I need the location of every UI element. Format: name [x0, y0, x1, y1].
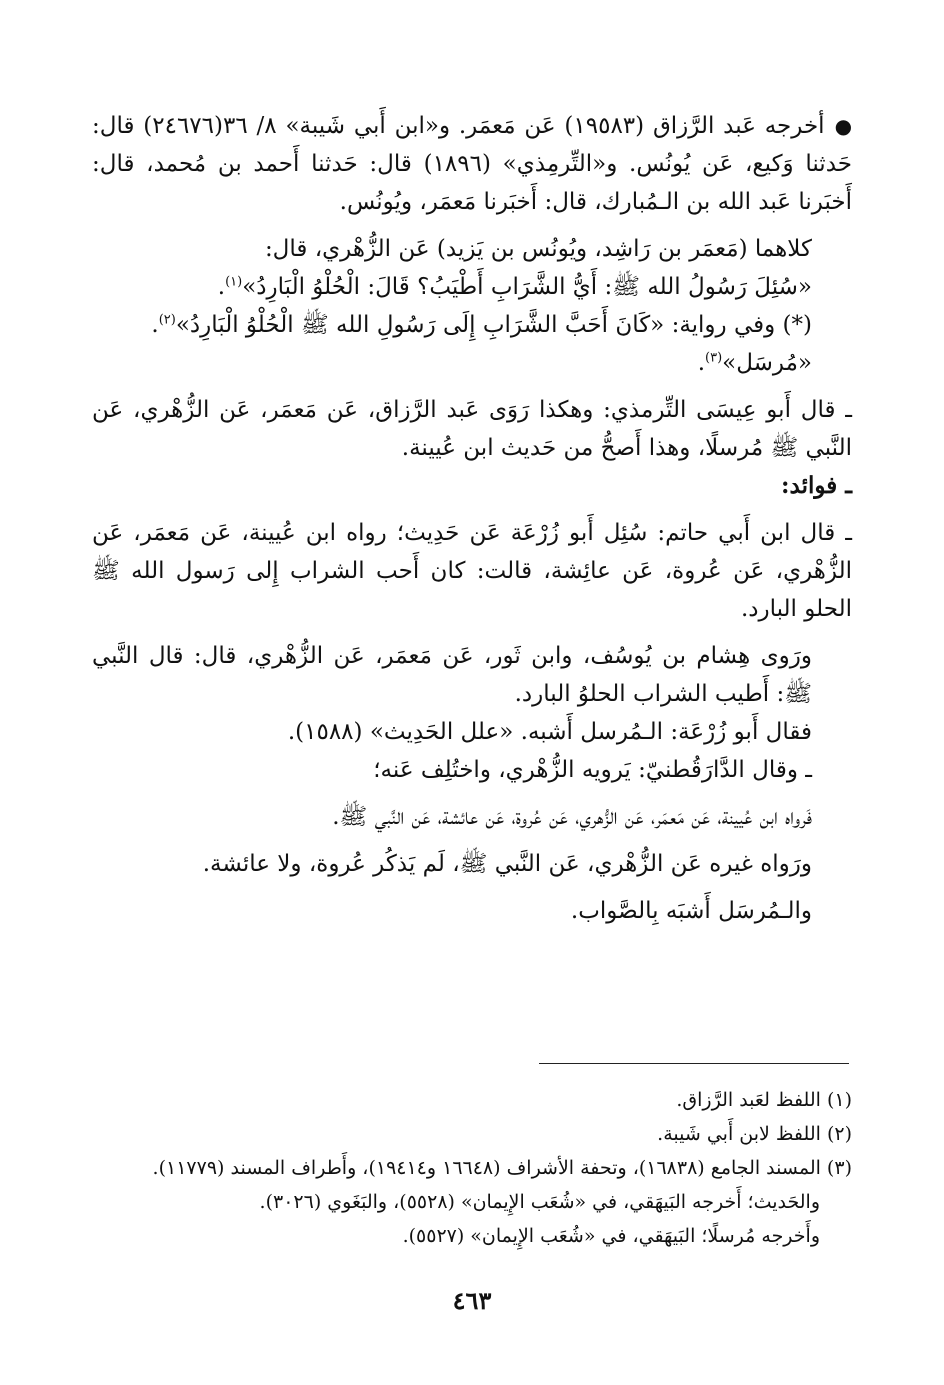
mursal-text: «مُرسَل» [722, 350, 812, 376]
paragraph-hisham: ورَوى هِشام بن يُوسُف، وابن ثَور، عَن مَعمَر، عَن الزُّهْري، قال: قال النَّبي ﷺ: أَطيب الشراب الحلوُ البارد. [92, 643, 812, 707]
footnote-1: (١) اللفظ لعَبد الرَّزاق. [676, 1089, 852, 1111]
footnote-ref: (٢) [158, 312, 176, 328]
paragraph-ibn-abi-hatim: ـ قال ابن أَبي حاتم: سُئِل أَبو زُرْعَة عَن حَدِيث؛ رواه ابن عُيينة، عَن مَعمَر، عَن الزُّهْري، عَن عُروة، عَن عائِشة، قالت: كان أَحب الشراب إِلى رَسول الله ﷺ الحلو البارد. [92, 520, 852, 622]
footnote-3: (٣) المسند الجامع (١٦٨٣٨)، وتحفة الأشراف (١٦٦٤٨ و١٩٤١٤)، وأَطراف المسند (١١٧٧٩). [152, 1157, 852, 1179]
punctuation: . [217, 274, 226, 300]
footnote-ref: (١) [225, 274, 243, 290]
section-heading-fawaid: ـ فوائد: [781, 472, 852, 499]
paragraph-ibn-uyayna: فَرواه ابن عُيينة، عَن مَعمَر، عَن الزُّهري، عَن عُروة، عَن عائشة، عَن النَّبي ﷺ. [332, 804, 812, 830]
paragraph-takhrij [92, 107, 852, 221]
footnote-divider [539, 1063, 849, 1064]
paragraph-text: أخرجه عَبد الرَّزاق (١٩٥٨٣) عَن مَعمَر. و«ابن أَبي شَيبة» ٨/ ٣٦(٢٤٦٧٦) قال: حَدثنا وَكيع، عَن يُونُس. و«التِّرمِذي» (١٨٩٦) قال: حَدثنا أَحمد بن مُحمد، قال: أَخبَرنا عَبد الله بن الـمُبارك، قال: أَخبَرنا مَعمَر، ويُونُس. [92, 113, 852, 215]
paragraph-hadith [92, 268, 852, 306]
footnote-3-continued: والحَديث؛ أَخرجه البَيهَقي، في «شُعَب الإِيمان» (٥٥٢٨)، والبَغَوي (٣٠٢٦). [259, 1191, 820, 1213]
page-number: ٤٦٣ [452, 1286, 492, 1315]
footnote-ref: (٣) [705, 350, 723, 366]
paragraph-others: ورَواه غيره عَن الزُّهْري، عَن النَّبي ﷺ، لَم يَذكُر عُروة، ولا عائشة. [202, 851, 812, 877]
bullet-icon: ● [834, 114, 853, 138]
paragraph-conclusion: والـمُرسَل أَشبَه بِالصَّواب. [570, 898, 812, 924]
riwaya-text: (*) وفي رواية: «كَانَ أَحَبَّ الشَّرَابِ إِلَى رَسُولِ الله ﷺ الْحُلْوُ الْبَارِدُ» [175, 312, 812, 338]
paragraph-chain: كلاهما (مَعمَر بن رَاشِد، ويُونُس بن يَزيد) عَن الزُّهْري، قال: [264, 236, 812, 262]
hadith-text: «سُئِلَ رَسُولُ الله ﷺ: أَيُّ الشَّرَابِ أَطْيَبُ؟ قَالَ: الْحُلْوُ الْبَارِدُ» [242, 274, 812, 300]
paragraph-daraqutni: ـ وقال الدَّارَقُطنيّ: يَرويه الزُّهْري، واختُلِف عَنه؛ [373, 757, 812, 783]
footnote-3-continued: وأَخرجه مُرسلًا؛ البَيهَقي، في «شُعَب الإِيمان» (٥٥٢٧). [402, 1225, 820, 1247]
paragraph-tirmidhi: ـ قال أَبو عِيسَى التِّرمذي: وهكذا رَوَى عَبد الرَّزاق، عَن مَعمَر، عَن الزُّهْري، عَن النَّبي ﷺ مُرسلًا، وهذا أَصحُّ من حَديث ابن عُيينة. [92, 397, 852, 461]
footnote-2: (٢) اللفظ لابن أَبي شَيبة. [657, 1123, 852, 1145]
paragraph-abu-zura: فقال أَبو زُرْعَة: الـمُرسل أَشبه. «علل الحَدِيث» (١٥٨٨). [287, 719, 812, 745]
paragraph-mursal [92, 344, 852, 382]
footnotes [92, 1083, 852, 1253]
punctuation: . [151, 312, 159, 338]
punctuation: . [697, 350, 706, 376]
main-text [92, 107, 852, 930]
paragraph-riwaya [92, 306, 852, 344]
